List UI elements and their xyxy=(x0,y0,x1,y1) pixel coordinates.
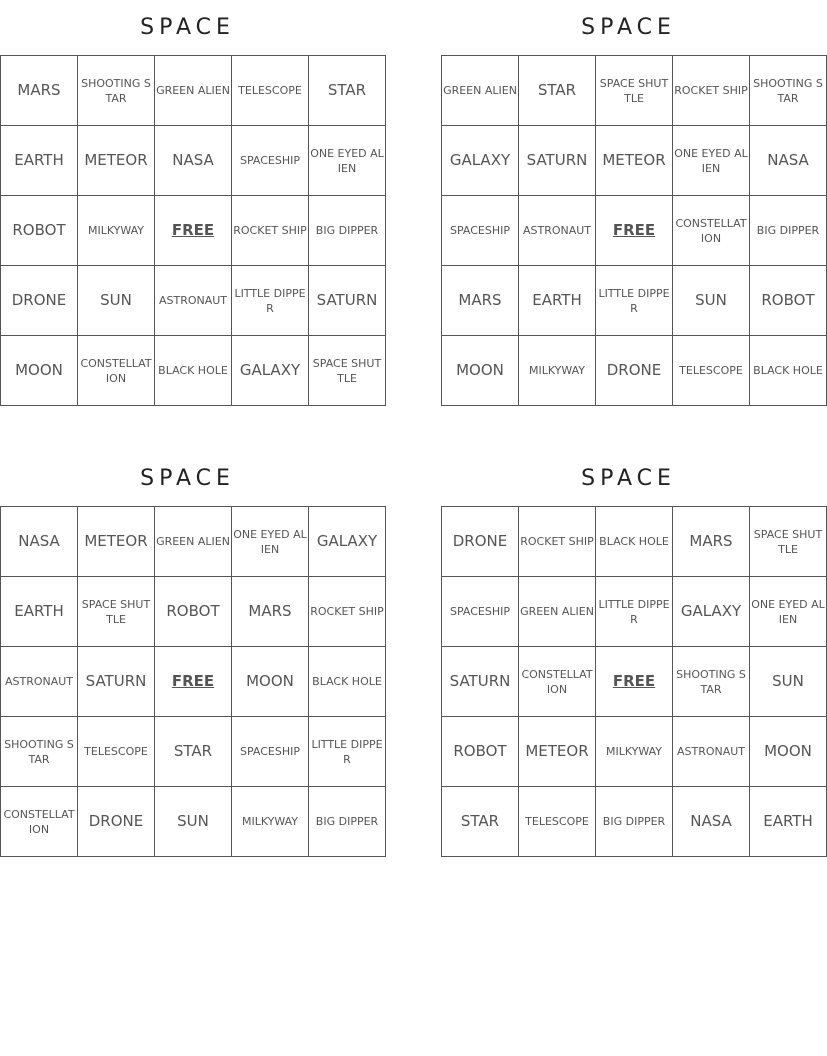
grid-cell: GALAXY xyxy=(673,577,750,647)
grid-row xyxy=(1,787,386,857)
grid-cell: BIG DIPPER xyxy=(309,787,386,857)
grid-cell: TELESCOPE xyxy=(78,717,155,787)
grid-cell: METEOR xyxy=(596,126,673,196)
grid-cell: LITTLE DIPPER xyxy=(596,266,673,336)
grid-cell: SATURN xyxy=(78,647,155,717)
grid-cell: ASTRONAUT xyxy=(155,266,232,336)
grid-cell: SHOOTING STAR xyxy=(750,56,827,126)
grid-row xyxy=(442,717,827,787)
grid-cell: SPACESHIP xyxy=(232,717,309,787)
grid-row xyxy=(442,56,827,126)
grid-row xyxy=(442,266,827,336)
grid-cell: NASA xyxy=(1,507,78,577)
grid-row xyxy=(1,336,386,406)
card-title: SPACE xyxy=(581,15,676,40)
grid-cell: NASA xyxy=(673,787,750,857)
grid-cell: TELESCOPE xyxy=(232,56,309,126)
grid-row xyxy=(442,507,827,577)
grid-cell: SPACE SHUTTLE xyxy=(78,577,155,647)
grid-cell: BIG DIPPER xyxy=(596,787,673,857)
free-space-cell: FREE xyxy=(596,196,673,266)
grid-cell: SUN xyxy=(155,787,232,857)
grid-cell: ROCKET SHIP xyxy=(673,56,750,126)
grid-cell: ROCKET SHIP xyxy=(232,196,309,266)
grid-cell: SPACESHIP xyxy=(442,577,519,647)
grid-cell: METEOR xyxy=(78,126,155,196)
grid-cell: ASTRONAUT xyxy=(1,647,78,717)
grid-row xyxy=(442,787,827,857)
grid-cell: TELESCOPE xyxy=(673,336,750,406)
grid-cell: MILKYWAY xyxy=(78,196,155,266)
grid-cell: ONE EYED ALIEN xyxy=(232,507,309,577)
grid-cell: ROBOT xyxy=(155,577,232,647)
free-space-cell: FREE xyxy=(596,647,673,717)
grid-cell: SUN xyxy=(673,266,750,336)
grid-cell: ROCKET SHIP xyxy=(309,577,386,647)
grid-cell: SHOOTING STAR xyxy=(1,717,78,787)
grid-cell: STAR xyxy=(519,56,596,126)
grid-cell: MARS xyxy=(673,507,750,577)
grid-cell: SPACE SHUTTLE xyxy=(596,56,673,126)
grid-cell: DRONE xyxy=(1,266,78,336)
grid-row xyxy=(1,266,386,336)
grid-cell: STAR xyxy=(442,787,519,857)
grid-row xyxy=(1,507,386,577)
grid-cell: ONE EYED ALIEN xyxy=(309,126,386,196)
grid-cell: BLACK HOLE xyxy=(596,507,673,577)
grid-cell: ROBOT xyxy=(442,717,519,787)
grid-cell: NASA xyxy=(155,126,232,196)
grid-cell: METEOR xyxy=(519,717,596,787)
grid-cell: GREEN ALIEN xyxy=(155,56,232,126)
grid-cell: GREEN ALIEN xyxy=(155,507,232,577)
card-title: SPACE xyxy=(140,15,235,40)
bingo-card-1 xyxy=(0,0,384,406)
grid-cell: MARS xyxy=(1,56,78,126)
grid-cell: SPACESHIP xyxy=(232,126,309,196)
free-space-cell: FREE xyxy=(155,196,232,266)
grid-row xyxy=(442,336,827,406)
grid-row xyxy=(442,647,827,717)
grid-cell: SUN xyxy=(750,647,827,717)
grid-cell: DRONE xyxy=(596,336,673,406)
grid-cell: LITTLE DIPPER xyxy=(309,717,386,787)
grid-cell: MILKYWAY xyxy=(596,717,673,787)
grid-cell: SUN xyxy=(78,266,155,336)
grid-cell: TELESCOPE xyxy=(519,787,596,857)
bingo-grid xyxy=(441,55,827,406)
grid-cell: SATURN xyxy=(519,126,596,196)
grid-cell: MOON xyxy=(750,717,827,787)
bingo-card-3 xyxy=(0,451,384,857)
grid-cell: GALAXY xyxy=(309,507,386,577)
grid-row xyxy=(442,126,827,196)
grid-cell: ONE EYED ALIEN xyxy=(750,577,827,647)
grid-row xyxy=(1,56,386,126)
grid-cell: LITTLE DIPPER xyxy=(232,266,309,336)
bingo-grid xyxy=(441,506,827,857)
grid-cell: MOON xyxy=(1,336,78,406)
grid-row xyxy=(1,577,386,647)
grid-cell: CONSTELLATION xyxy=(78,336,155,406)
grid-cell: ASTRONAUT xyxy=(673,717,750,787)
grid-cell: NASA xyxy=(750,126,827,196)
grid-cell: SPACE SHUTTLE xyxy=(309,336,386,406)
grid-cell: ASTRONAUT xyxy=(519,196,596,266)
bingo-card-4 xyxy=(441,451,825,857)
grid-cell: SATURN xyxy=(442,647,519,717)
grid-cell: BLACK HOLE xyxy=(750,336,827,406)
grid-cell: DRONE xyxy=(78,787,155,857)
grid-cell: DRONE xyxy=(442,507,519,577)
grid-cell: GREEN ALIEN xyxy=(442,56,519,126)
grid-cell: ROBOT xyxy=(1,196,78,266)
grid-cell: EARTH xyxy=(1,126,78,196)
grid-cell: CONSTELLATION xyxy=(519,647,596,717)
grid-cell: ROCKET SHIP xyxy=(519,507,596,577)
grid-cell: BLACK HOLE xyxy=(155,336,232,406)
grid-cell: SHOOTING STAR xyxy=(78,56,155,126)
bingo-grid xyxy=(0,55,386,406)
grid-cell: MILKYWAY xyxy=(232,787,309,857)
grid-cell: MOON xyxy=(232,647,309,717)
grid-row xyxy=(1,647,386,717)
grid-cell: GREEN ALIEN xyxy=(519,577,596,647)
grid-cell: LITTLE DIPPER xyxy=(596,577,673,647)
grid-cell: MILKYWAY xyxy=(519,336,596,406)
grid-cell: SPACESHIP xyxy=(442,196,519,266)
grid-cell: MARS xyxy=(442,266,519,336)
grid-cell: GALAXY xyxy=(232,336,309,406)
grid-cell: MOON xyxy=(442,336,519,406)
card-title: SPACE xyxy=(581,466,676,491)
grid-row xyxy=(442,577,827,647)
grid-cell: METEOR xyxy=(78,507,155,577)
grid-cell: BIG DIPPER xyxy=(309,196,386,266)
grid-row xyxy=(442,196,827,266)
grid-cell: CONSTELLATION xyxy=(1,787,78,857)
grid-cell: MARS xyxy=(232,577,309,647)
grid-cell: EARTH xyxy=(1,577,78,647)
grid-row xyxy=(1,196,386,266)
grid-cell: EARTH xyxy=(750,787,827,857)
grid-row xyxy=(1,126,386,196)
bingo-grid xyxy=(0,506,386,857)
free-space-cell: FREE xyxy=(155,647,232,717)
grid-cell: BIG DIPPER xyxy=(750,196,827,266)
grid-cell: GALAXY xyxy=(442,126,519,196)
grid-cell: ONE EYED ALIEN xyxy=(673,126,750,196)
grid-cell: CONSTELLATION xyxy=(673,196,750,266)
grid-cell: STAR xyxy=(309,56,386,126)
bingo-card-2 xyxy=(441,0,823,406)
grid-cell: SATURN xyxy=(309,266,386,336)
grid-cell: ROBOT xyxy=(750,266,827,336)
grid-cell: BLACK HOLE xyxy=(309,647,386,717)
grid-cell: SPACE SHUTTLE xyxy=(750,507,827,577)
grid-cell: SHOOTING STAR xyxy=(673,647,750,717)
grid-cell: STAR xyxy=(155,717,232,787)
grid-cell: EARTH xyxy=(519,266,596,336)
grid-row xyxy=(1,717,386,787)
card-title: SPACE xyxy=(140,466,235,491)
